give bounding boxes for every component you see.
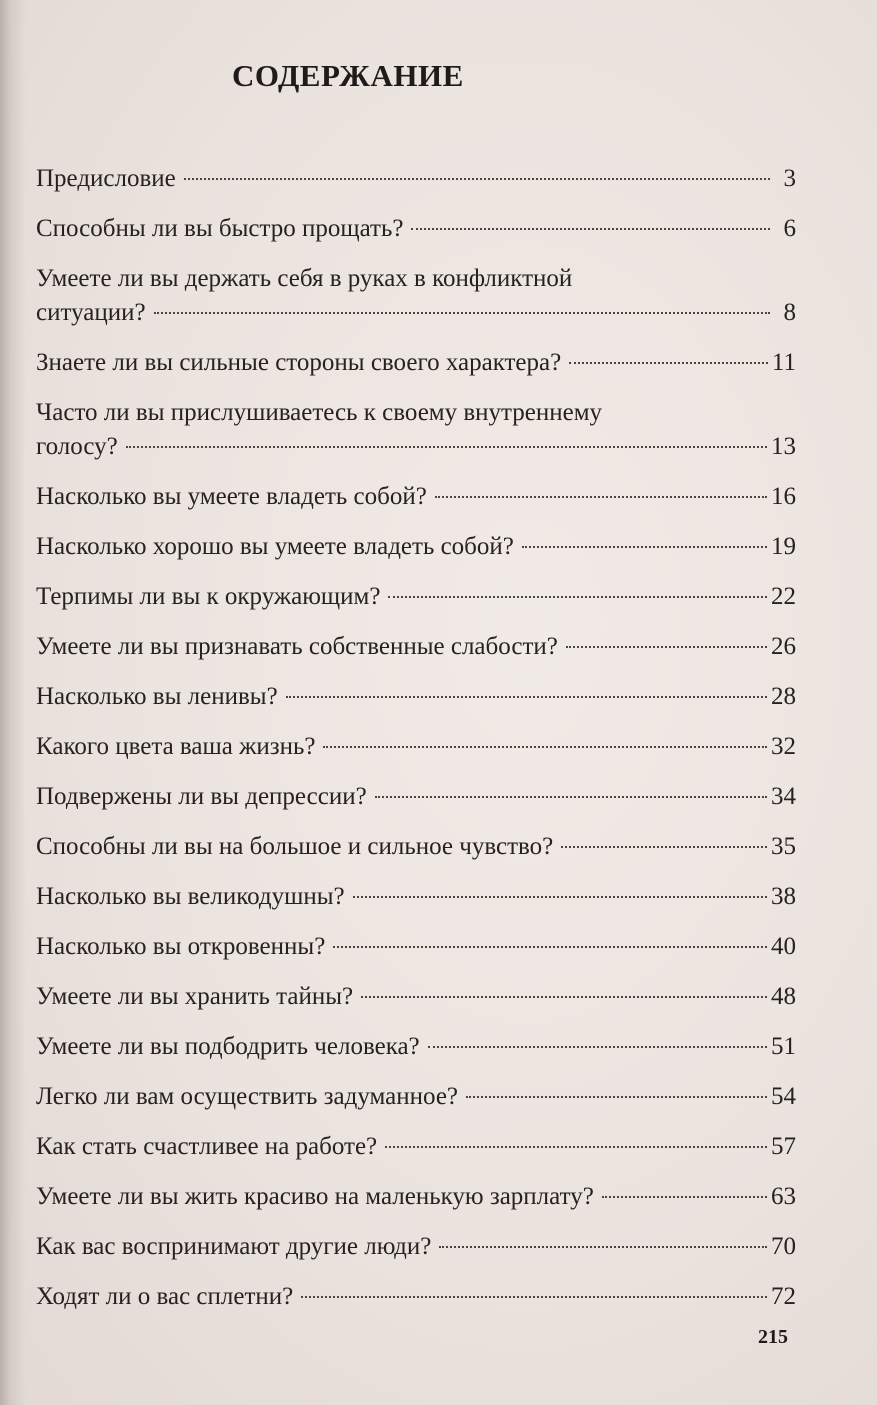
table-of-contents [36, 162, 796, 1330]
toc-entry [36, 212, 796, 246]
toc-entry-row [36, 580, 796, 614]
toc-entry-page-number: 63 [771, 1183, 796, 1210]
dot-leader [353, 896, 767, 898]
toc-entry-row [36, 1030, 796, 1064]
toc-entry-row [36, 930, 796, 964]
dot-leader [569, 362, 768, 364]
dot-leader [375, 796, 767, 798]
toc-entry-row [36, 830, 796, 864]
toc-entry-row [36, 480, 796, 514]
dot-leader [361, 996, 767, 998]
toc-entry [36, 396, 796, 464]
dot-leader [286, 696, 767, 698]
toc-entry-row [36, 1080, 796, 1114]
toc-entry [36, 780, 796, 814]
page-title: СОДЕРЖАНИЕ [232, 58, 464, 93]
toc-entry-page-number: 57 [771, 1133, 796, 1160]
toc-entry-title: Способны ли вы на большое и сильное чувство? [36, 833, 554, 860]
toc-entry-title: Терпимы ли вы к окружающим? [36, 583, 381, 610]
toc-entry-row [36, 630, 796, 664]
toc-entry-title: Умеете ли вы жить красиво на маленькую зарплату? [36, 1183, 594, 1210]
toc-entry-row [36, 1230, 796, 1264]
toc-entry-title: Умеете ли вы признавать собственные слабости? [36, 633, 558, 660]
toc-entry-title: Умеете ли вы подбодрить человека? [36, 1033, 420, 1060]
dot-leader [522, 546, 767, 548]
toc-entry-row [36, 296, 796, 330]
toc-entry-title: Как стать счастливее на работе? [36, 1133, 378, 1160]
toc-entry-page-number: 6 [783, 215, 796, 242]
toc-entry [36, 980, 796, 1014]
toc-entry-title: Легко ли вам осуществить задуманное? [36, 1083, 459, 1110]
toc-entry-row [36, 730, 796, 764]
toc-entry-page-number: 16 [771, 483, 796, 510]
toc-entry-row [36, 680, 796, 714]
dot-leader [428, 1046, 767, 1048]
toc-entry-title: Насколько вы ленивы? [36, 683, 278, 710]
toc-entry-title: Как вас воспринимают другие люди? [36, 1233, 432, 1260]
toc-entry-title: Ходят ли о вас сплетни? [36, 1283, 294, 1310]
dot-leader [435, 496, 767, 498]
dot-leader [333, 946, 767, 948]
toc-entry-row [36, 430, 796, 464]
toc-entry [36, 880, 796, 914]
toc-entry-title: ситуации? [36, 299, 146, 326]
toc-entry-page-number: 72 [771, 1283, 796, 1310]
dot-leader [323, 746, 767, 748]
toc-entry [36, 1080, 796, 1114]
toc-entry-page-number: 11 [771, 349, 796, 376]
toc-entry [36, 1030, 796, 1064]
toc-entry-title: Насколько вы умеете владеть собой? [36, 483, 427, 510]
page-number: 215 [758, 1326, 788, 1348]
toc-entry-page-number: 34 [771, 783, 796, 810]
toc-entry [36, 580, 796, 614]
toc-entry [36, 262, 796, 330]
toc-entry [36, 930, 796, 964]
toc-entry-title: Насколько хорошо вы умеете владеть собой? [36, 533, 514, 560]
toc-entry [36, 530, 796, 564]
toc-entry-page-number: 19 [771, 533, 796, 560]
toc-entry-page-number: 32 [771, 733, 796, 760]
toc-entry [36, 680, 796, 714]
toc-entry-title: Подвержены ли вы депрессии? [36, 783, 367, 810]
toc-entry-title: Знаете ли вы сильные стороны своего характера? [36, 349, 562, 376]
toc-entry [36, 1130, 796, 1164]
toc-entry-row [36, 212, 796, 246]
toc-entry [36, 1280, 796, 1314]
toc-entry-title: Насколько вы откровенны? [36, 933, 326, 960]
toc-entry-row [36, 1280, 796, 1314]
toc-entry [36, 630, 796, 664]
dot-leader [466, 1096, 767, 1098]
toc-entry-page-number: 22 [771, 583, 796, 610]
dot-leader [411, 228, 770, 230]
toc-entry-row [36, 780, 796, 814]
toc-entry-title-line: Часто ли вы прислушиваетесь к своему внутреннему [36, 399, 603, 426]
dot-leader [126, 446, 767, 448]
toc-entry-page-number: 54 [771, 1083, 796, 1110]
dot-leader [184, 178, 770, 180]
toc-entry-title: Предисловие [36, 165, 176, 192]
toc-entry-title: Способны ли вы быстро прощать? [36, 215, 404, 242]
toc-entry-page-number: 38 [771, 883, 796, 910]
toc-entry-title: Насколько вы великодушны? [36, 883, 345, 910]
toc-entry-row [36, 1180, 796, 1214]
toc-entry-page-number: 48 [771, 983, 796, 1010]
toc-entry [36, 1180, 796, 1214]
toc-entry [36, 830, 796, 864]
toc-entry-row [36, 530, 796, 564]
dot-leader [561, 846, 767, 848]
toc-entry-title: голосу? [36, 433, 118, 460]
toc-entry-row [36, 346, 796, 380]
dot-leader [602, 1196, 767, 1198]
dot-leader [566, 646, 767, 648]
page-spine-shadow [0, 0, 26, 1405]
toc-entry-page-number: 3 [783, 165, 796, 192]
toc-entry-title: Умеете ли вы хранить тайны? [36, 983, 354, 1010]
toc-entry [36, 730, 796, 764]
dot-leader [154, 312, 770, 314]
toc-entry-title-line: Умеете ли вы держать себя в руках в конфликтной [36, 265, 573, 292]
dot-leader [388, 596, 767, 598]
toc-entry-page-number: 13 [771, 433, 796, 460]
toc-entry-page-number: 26 [771, 633, 796, 660]
toc-entry-page-number: 8 [783, 299, 796, 326]
toc-entry-page-number: 28 [771, 683, 796, 710]
toc-entry [36, 480, 796, 514]
toc-entry-page-number: 35 [771, 833, 796, 860]
toc-entry-page-number: 51 [771, 1033, 796, 1060]
toc-entry [36, 1230, 796, 1264]
toc-entry [36, 162, 796, 196]
toc-entry-row [36, 1130, 796, 1164]
dot-leader [301, 1296, 767, 1298]
toc-entry-page-number: 40 [771, 933, 796, 960]
toc-entry-title: Какого цвета ваша жизнь? [36, 733, 316, 760]
toc-entry-row [36, 980, 796, 1014]
toc-entry-page-number: 70 [771, 1233, 796, 1260]
dot-leader [385, 1146, 767, 1148]
toc-entry [36, 346, 796, 380]
toc-entry-row [36, 880, 796, 914]
toc-entry-row [36, 162, 796, 196]
dot-leader [439, 1246, 767, 1248]
